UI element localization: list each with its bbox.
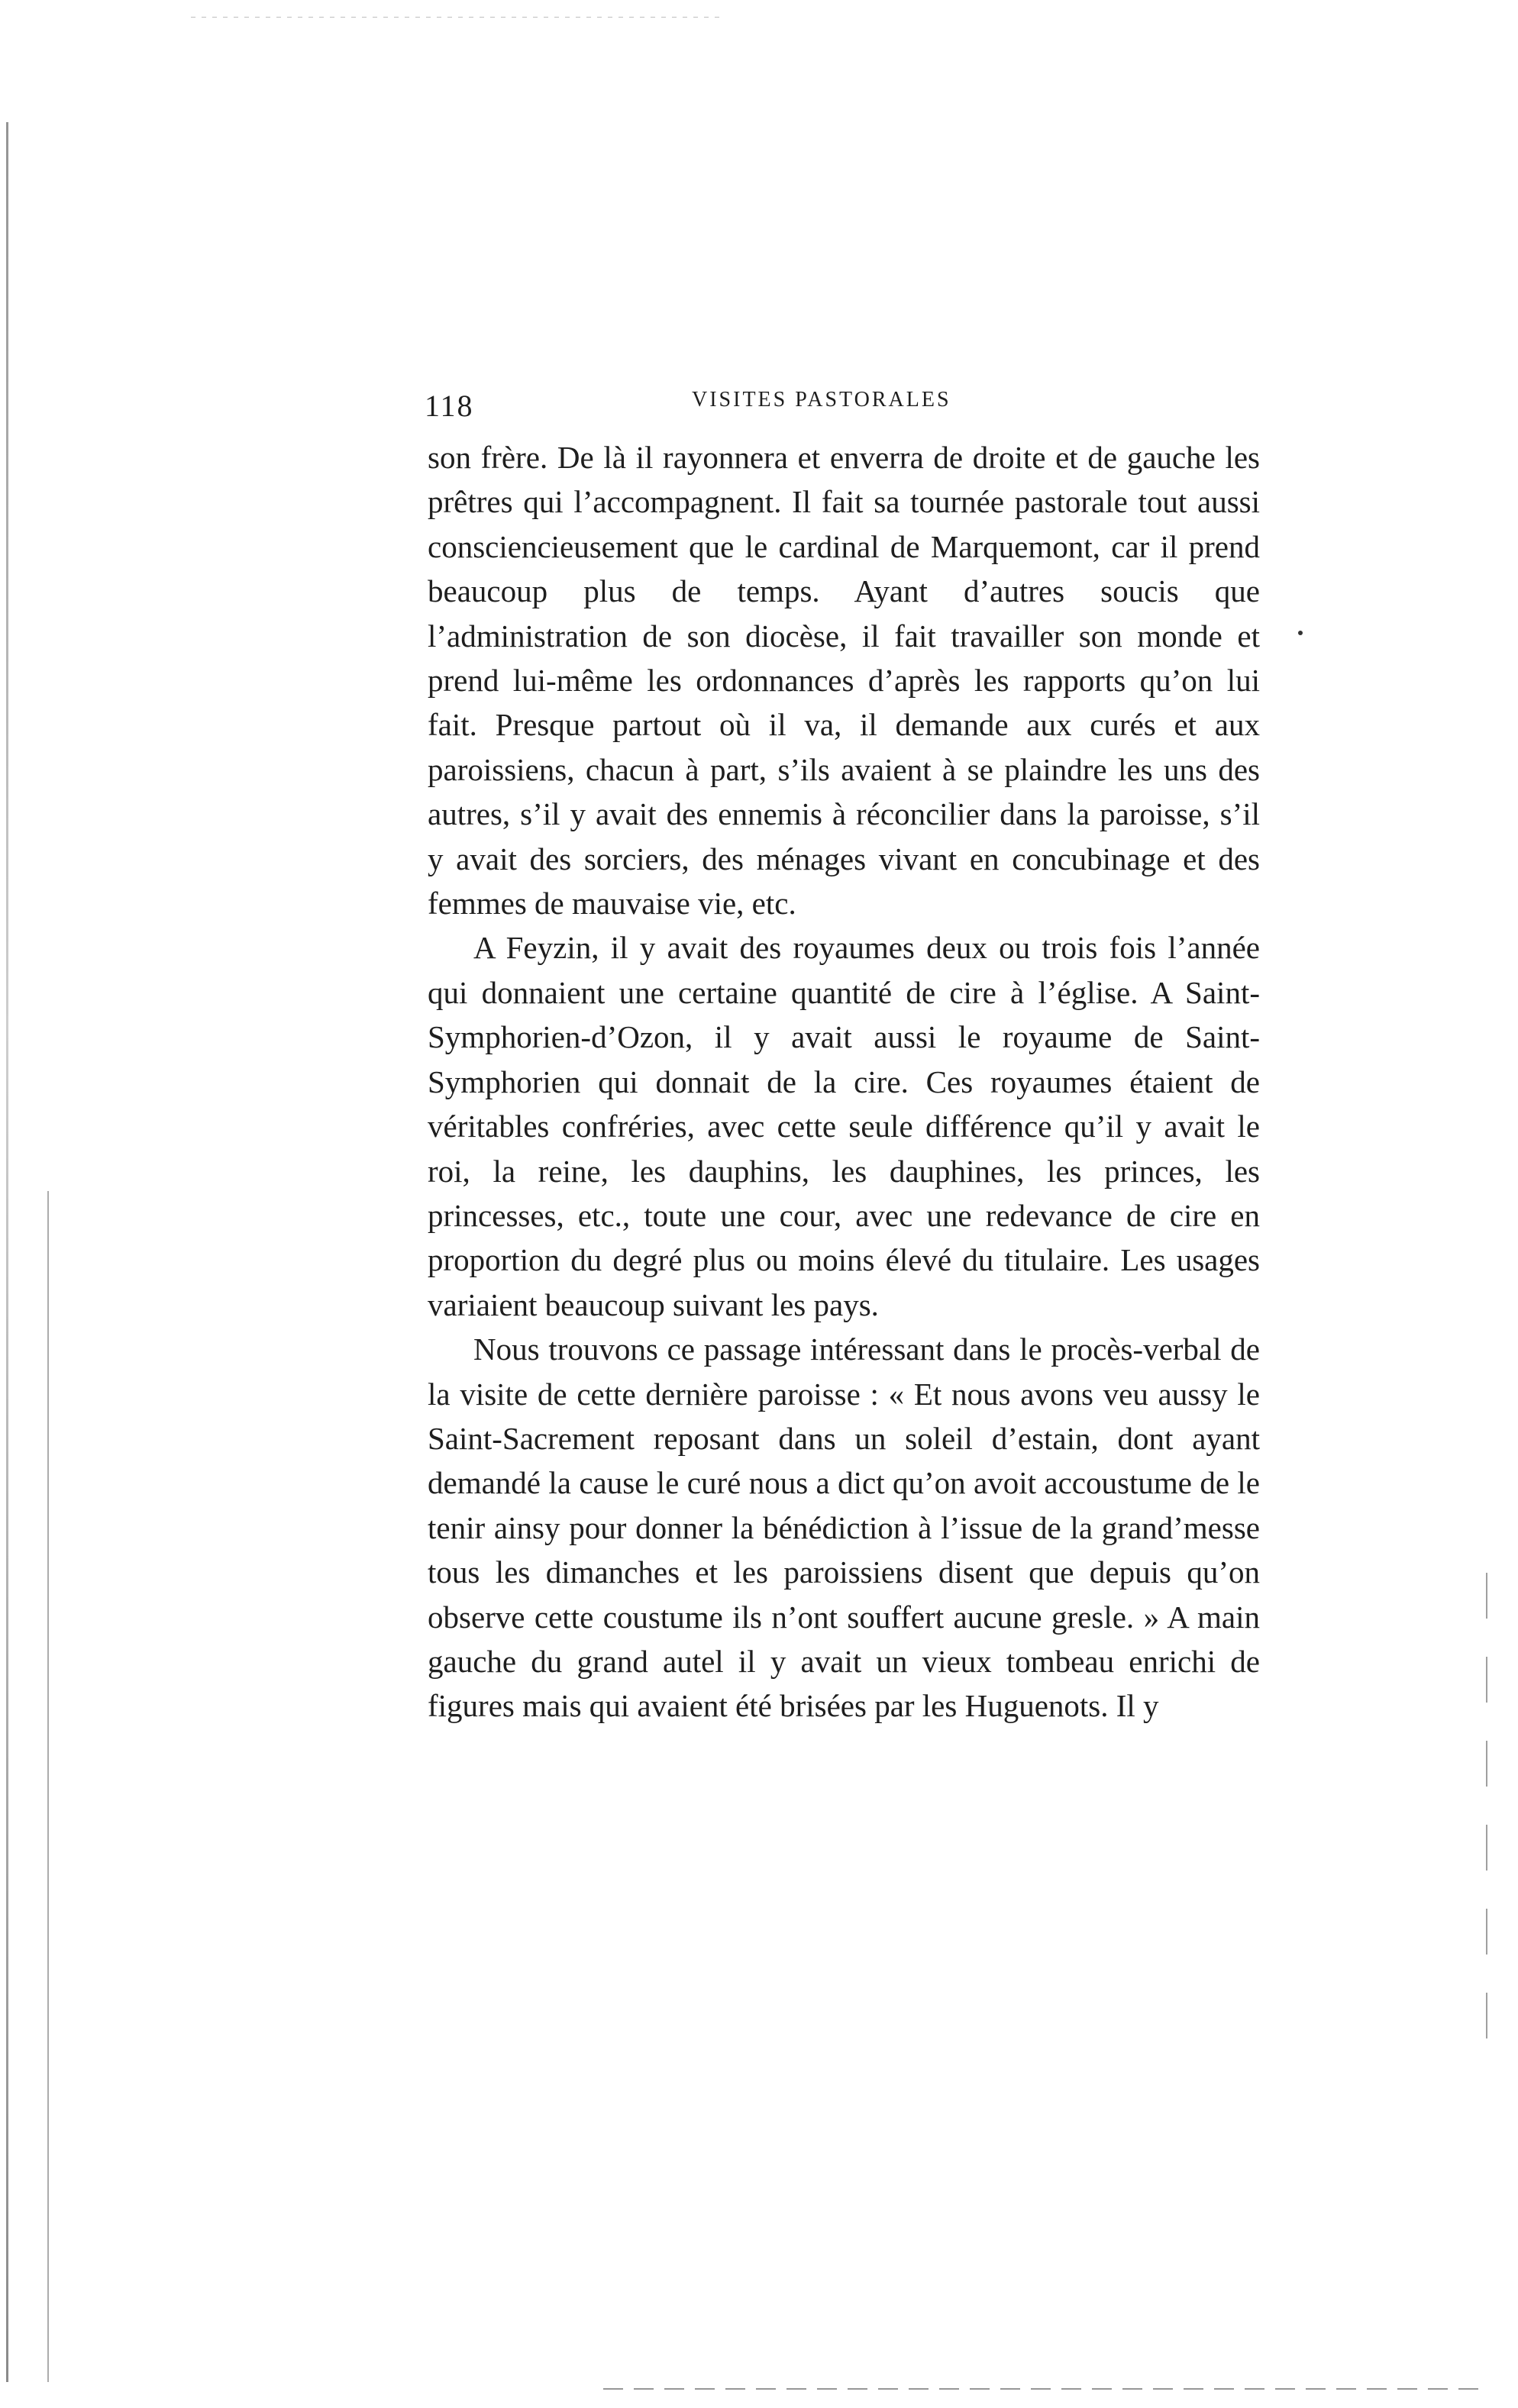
paragraph: son frère. De là il rayonnera et enverra de droite et de gauche les prêtres qui l’accompagnent. Il fait sa tournée pastorale tout aussi consciencieusement que le cardinal de Marquemont, car il prend beaucoup plus de temps. Ayant d’autres soucis que l’administration de son diocèse, il fait travailler son monde et prend lui-même les ordonnances d’après les rapports qu’on lui fait. Presque partout où il va, il demande aux curés et aux paroissiens, chacun à part, s’ils avaient à se plaindre les uns des autres, s’il y avait des ennemis à réconcilier dans la paroisse, s’il y avait des sorciers, des ménages vivant en concubinage et des femmes de mauvaise vie, etc. [428,440,1260,922]
paragraph: A Feyzin, il y avait des royaumes deux ou trois fois l’année qui donnaient une certaine quantité de cire à l’église. A Saint-Symphorien-d’Ozon, il y avait aussi le royaume de Saint-Symphorien qui donnait de la cire. Ces royaumes étaient de véritables confréries, avec cette seule différence qu’il y avait le roi, la reine, les dauphins, les dauphines, les princes, les princesses, etc., toute une cour, avec une redevance de cire en proportion du degré plus ou moins élevé du titulaire. Les usages variaient beaucoup suivant les pays. [428,930,1260,1322]
page-number: 118 [425,389,474,423]
body-text [428,435,1260,1729]
ink-speck [1298,631,1303,635]
scan-left-edge-shadow [6,122,8,2382]
scan-top-edge-marks [191,17,725,18]
scan-bottom-edge-marks [603,2388,1481,2390]
scan-left-margin-line [47,1191,49,2382]
page-header [425,382,1264,435]
paragraph: Nous trouvons ce passage intéressant dans le procès-verbal de la visite de cette dernière paroisse : « Et nous avons veu aussy le Saint-Sacrement reposant dans un soleil d’estain, dont ayant demandé la cause le curé nous a dict qu’on avoit accoustume de le tenir ainsy pour donner la bénédiction à l’issue de la grand’messe tous les dimanches et les paroissiens disent que depuis qu’on observe cette coustume ils n’ont souffert aucune gresle. » A main gauche du grand autel il y avait un vieux tombeau enrichi de figures mais qui avaient été brisées par les Huguenots. Il y [428,1332,1260,1724]
scan-right-edge-marks [1486,1573,1487,2077]
running-title: VISITES PASTORALES [692,388,951,412]
